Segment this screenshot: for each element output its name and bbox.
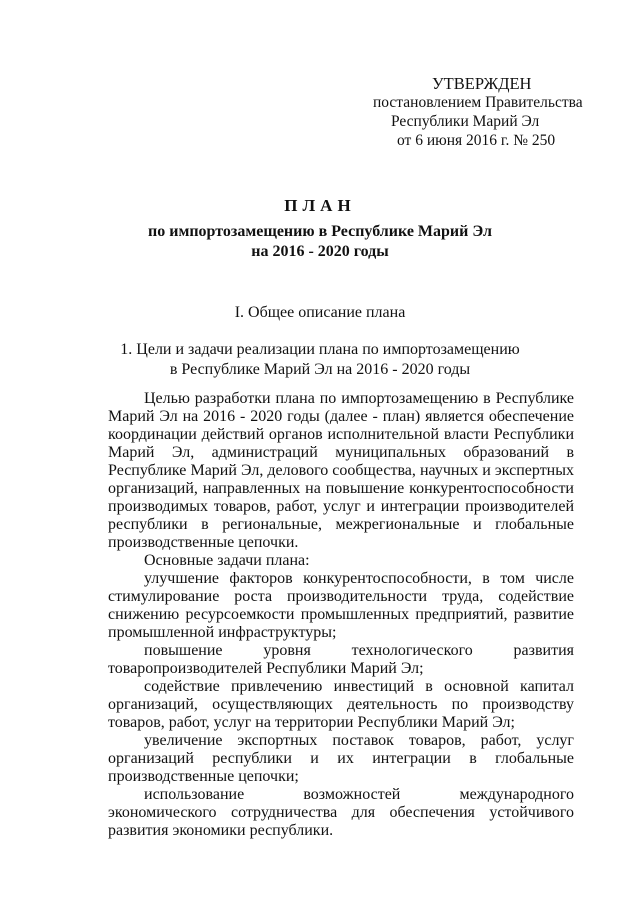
list-item: содействие привлечению инвестиций в основной капитал организаций, осуществляющих деятельность по производству товаров, работ, услуг на территории Республики Марий Эл; [108,678,574,731]
approval-line: постановлением Правительства [373,94,583,111]
subsection-heading-line: в Республике Марий Эл на 2016 - 2020 годы [169,361,471,378]
list-item: улучшение факторов конкурентоспособности, в том числе стимулирование роста производительности труда, содействие снижению ресурсоемкости промышленных предприятий, развитие промышленной инфраструктуры; [108,570,574,641]
document-subtitle [0,222,640,262]
list-item: использование возможностей международного экономического сотрудничества для обеспечения устойчивого развития экономики республики. [108,786,574,839]
subsection-heading-line: 1. Цели и задачи реализации плана по импортозамещению [120,341,520,358]
section-heading: I. Общее описание плана [234,304,406,321]
paragraph: Основные задачи плана: [144,552,310,569]
subtitle-line: на 2016 - 2020 годы [251,243,389,260]
list-item: увеличение экспортных поставок товаров, работ, услуг организаций республики и их интеграции в глобальные производственные цепочки; [108,732,574,785]
approval-date-number: от 6 июня 2016 г. № 250 [397,132,556,149]
paragraph: Целью разработки плана по импортозамещению в Республике Марий Эл на 2016 - 2020 годы (далее - план) является обеспечение координации действий органов исполнительной власти Республики Марий Эл, администраций муниципальных образований в Республике Марий Эл, делового сообщества, научных и экспертных организаций, направленных на повышение конкурентоспособности производимых товаров, работ, услуг и интеграции производителей республики в региональные, межрегиональные и глобальные производственные цепочки. [108,390,574,551]
approval-block [360,74,595,150]
list-item: повышение уровня технологического развития товаропроизводителей Республики Марий Эл; [108,642,574,677]
subtitle-line: по импортозамещению в Республике Марий Эл [148,223,492,240]
document-title: ПЛАН [284,196,356,215]
approval-title: УТВЕРЖДЕН [432,74,532,93]
approval-line: Республики Марий Эл [391,113,540,130]
subsection-heading [0,340,640,380]
body-text [108,390,574,840]
